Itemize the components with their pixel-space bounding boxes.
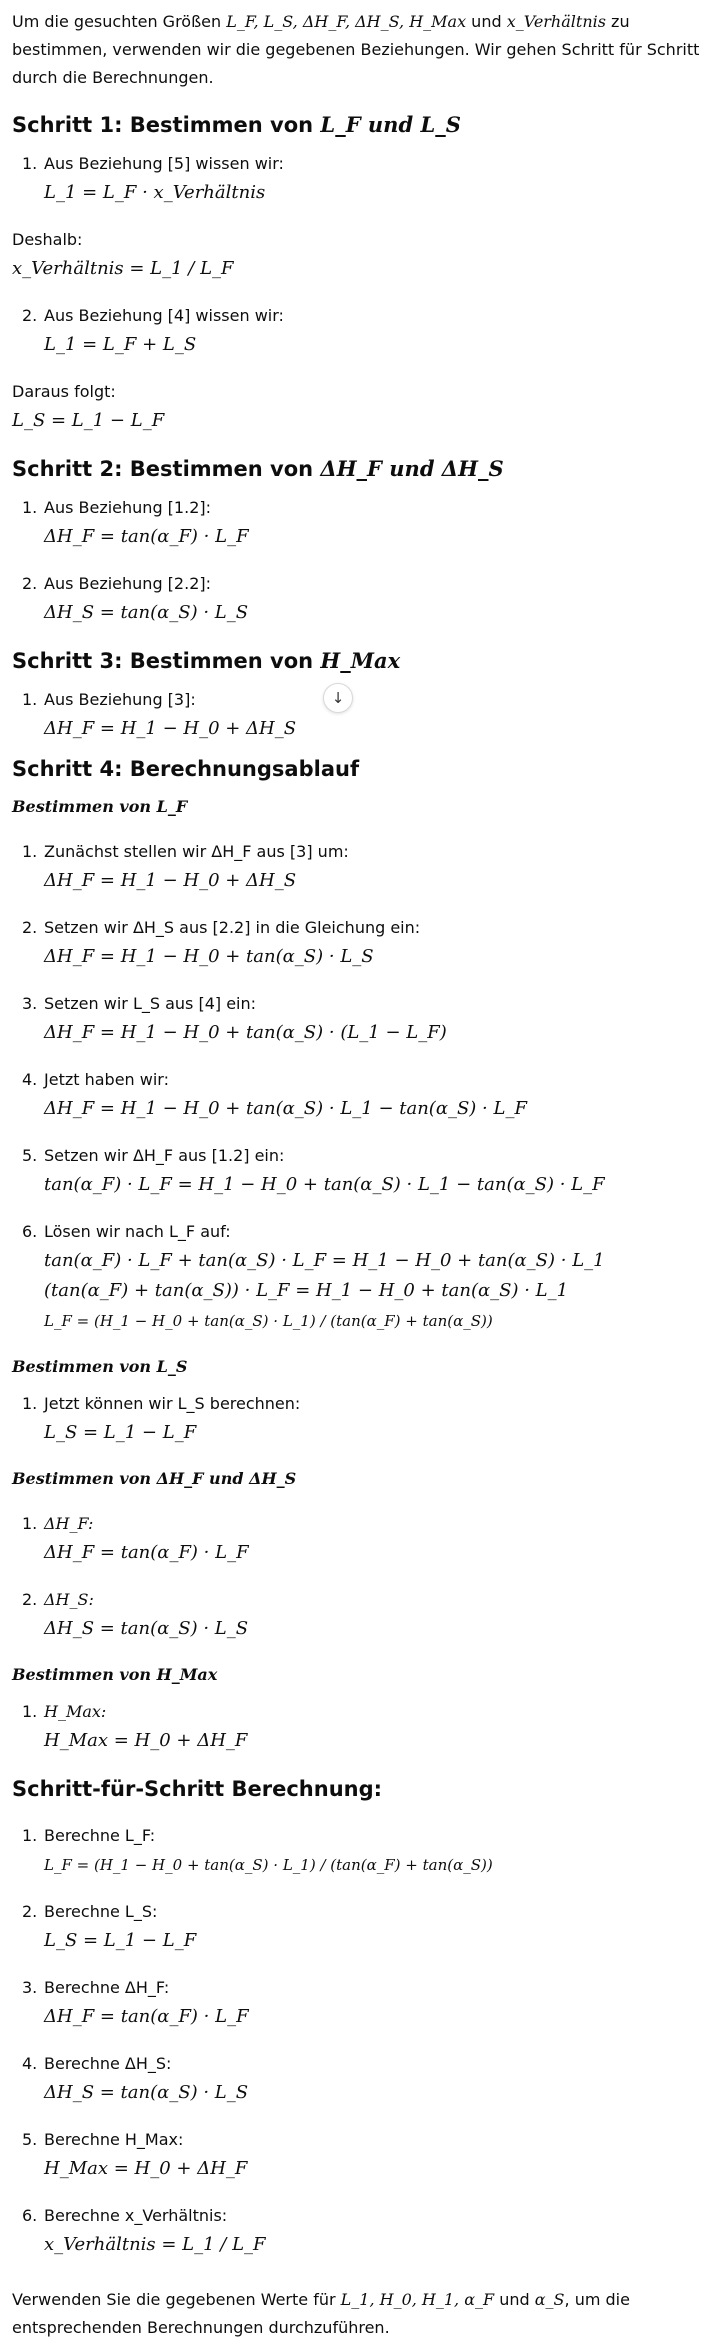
outro-vars: L_1, H_0, H_1, α_F — [340, 2290, 495, 2309]
item-label: Aus Beziehung [2.2]: — [44, 574, 211, 593]
hmax-list — [12, 1698, 702, 1756]
intro-text: Um die gesuchten Größen — [12, 12, 227, 31]
equation: ΔH_F = H_1 − H_0 + ΔH_S — [44, 870, 297, 891]
intro-var: x_Verhältnis — [506, 12, 606, 31]
list-item: 1. ΔH_F: ΔH_F = tan(α_F) · L_F — [22, 1514, 249, 1563]
item-label: Berechne x_Verhältnis: — [44, 2206, 228, 2225]
list-item: 6. Lösen wir nach L_F auf: tan(α_F) · L_F + tan(α_S) · L_F = H_1 − H_0 + tan(α_S) · L_1 (tan(α_F) + tan(α_S)) · L_F = H_1 − H_0 + tan(α_S) · L_1 L_F = (H_1 − H_0 + tan(α_S) · L_1) / (tan(α_F) + tan(α_S)) — [22, 1222, 605, 1330]
item-label: Aus Beziehung [4] wissen wir: — [44, 306, 284, 325]
equation: ΔH_F = tan(α_F) · L_F — [44, 526, 249, 547]
list-item: 4. Berechne ΔH_S: ΔH_S = tan(α_S) · L_S — [22, 2054, 249, 2103]
outro-text: Verwenden Sie die gegebenen Werte für — [12, 2290, 341, 2309]
list-item: 2. Setzen wir ΔH_S aus [2.2] in die Gleichung ein: ΔH_F = H_1 − H_0 + tan(α_S) · L_S — [22, 918, 421, 967]
equation: ΔH_F = H_1 − H_0 + tan(α_S) · (L_1 − L_F) — [44, 1022, 447, 1043]
item-label: Jetzt können wir L_S berechnen: — [44, 1394, 301, 1413]
list-item: 4. Jetzt haben wir: ΔH_F = H_1 − H_0 + tan(α_S) · L_1 − tan(α_S) · L_F — [22, 1070, 527, 1119]
equation: ΔH_S = tan(α_S) · L_S — [44, 1618, 249, 1639]
list-item: 6. Berechne x_Verhältnis: x_Verhältnis = L_1 / L_F — [22, 2206, 266, 2255]
list-item: 1. Aus Beziehung [1.2]: ΔH_F = tan(α_F) · L_F — [22, 498, 249, 547]
list-item: 1. Aus Beziehung [5] wissen wir: L_1 = L_F · x_Verhältnis — [22, 154, 284, 203]
outro-paragraph — [12, 2286, 702, 2342]
list-item: 1. Aus Beziehung [3]: ΔH_F = H_1 − H_0 + ΔH_S — [22, 690, 297, 739]
paragraph-deshalb: Deshalb: — [12, 230, 83, 249]
equation: L_F = (H_1 − H_0 + tan(α_S) · L_1) / (tan(α_F) + tan(α_S)) — [44, 1312, 493, 1330]
step1-list-2 — [12, 302, 702, 360]
equation: H_Max = H_0 + ΔH_F — [44, 2158, 248, 2179]
subheading-ls — [12, 1354, 702, 1380]
step2-heading — [12, 454, 702, 484]
item-label: Berechne L_F: — [44, 1826, 156, 1845]
calc-heading: Schritt-für-Schritt Berechnung: — [12, 1777, 383, 1801]
item-label: Setzen wir ΔH_S aus [2.2] in die Gleichung ein: — [44, 918, 421, 937]
item-label: Aus Beziehung [1.2]: — [44, 498, 211, 517]
item-label: Aus Beziehung [5] wissen wir: — [44, 154, 284, 173]
list-item: 3. Berechne ΔH_F: ΔH_F = tan(α_F) · L_F — [22, 1978, 249, 2027]
dh-list — [12, 1510, 702, 1644]
step3-list — [12, 686, 702, 744]
list-item: 2. Aus Beziehung [2.2]: ΔH_S = tan(α_S) · L_S — [22, 574, 249, 623]
intro-vars: L_F, L_S, ΔH_F, ΔH_S, H_Max — [226, 12, 467, 31]
heading-text: Schritt 1: Bestimmen von — [12, 113, 321, 137]
equation: ΔH_S = tan(α_S) · L_S — [44, 602, 249, 623]
list-item: 1. Jetzt können wir L_S berechnen: L_S = L_1 − L_F — [22, 1394, 301, 1443]
step4-heading: Schritt 4: Berechnungsablauf — [12, 757, 360, 781]
list-item: 2. Aus Beziehung [4] wissen wir: L_1 = L_F + L_S — [22, 306, 284, 355]
list-item: 5. Berechne H_Max: H_Max = H_0 + ΔH_F — [22, 2130, 248, 2179]
item-label: Berechne L_S: — [44, 1902, 158, 1921]
heading-math: ΔH_F und ΔH_S — [320, 456, 504, 481]
list-item: 1. H_Max: H_Max = H_0 + ΔH_F — [22, 1702, 248, 1751]
outro-text: und — [494, 2290, 535, 2309]
step2-list — [12, 494, 702, 628]
equation: L_S = L_1 − L_F — [44, 1422, 197, 1443]
list-item: 3. Setzen wir L_S aus [4] ein: ΔH_F = H_1 − H_0 + tan(α_S) · (L_1 − L_F) — [22, 994, 447, 1043]
equation: ΔH_F = tan(α_F) · L_F — [44, 2006, 249, 2027]
item-label: H_Max: — [44, 1702, 107, 1721]
equation: ΔH_S = tan(α_S) · L_S — [44, 2082, 249, 2103]
outro-text: , um die entsprechenden Berechnungen durchzuführen. — [12, 2290, 630, 2337]
subheading-dh — [12, 1466, 702, 1492]
step1-heading — [12, 110, 702, 140]
item-label: ΔH_S: — [44, 1590, 94, 1609]
subheading-hmax — [12, 1662, 702, 1688]
list-item: 5. Setzen wir ΔH_F aus [1.2] ein: tan(α_F) · L_F = H_1 − H_0 + tan(α_S) · L_1 − tan(α_S) · L_F — [22, 1146, 605, 1195]
item-label: Lösen wir nach L_F auf: — [44, 1222, 231, 1241]
item-label: Berechne H_Max: — [44, 2130, 184, 2149]
subheading-text: Bestimmen von L_S — [12, 1357, 188, 1376]
step3-heading — [12, 646, 702, 676]
step1-list — [12, 150, 702, 208]
equation: tan(α_F) · L_F + tan(α_S) · L_F = H_1 − H_0 + tan(α_S) · L_1 — [44, 1250, 605, 1271]
equation: ΔH_F = H_1 − H_0 + tan(α_S) · L_S — [44, 946, 374, 967]
equation: x_Verhältnis = L_1 / L_F — [44, 2234, 266, 2255]
subheading-text: Bestimmen von L_F — [12, 797, 188, 816]
step4-list — [12, 838, 702, 1336]
calc-list — [12, 1822, 702, 2260]
equation: tan(α_F) · L_F = H_1 − H_0 + tan(α_S) · L_1 − tan(α_S) · L_F — [44, 1174, 605, 1195]
subheading-lf — [12, 794, 702, 820]
item-label: Jetzt haben wir: — [44, 1070, 169, 1089]
equation: L_1 = L_F · x_Verhältnis — [44, 182, 266, 203]
equation: (tan(α_F) + tan(α_S)) · L_F = H_1 − H_0 + tan(α_S) · L_1 — [44, 1280, 569, 1301]
outro-var: α_S — [534, 2290, 565, 2309]
equation: ΔH_F = H_1 − H_0 + tan(α_S) · L_1 − tan(α_S) · L_F — [44, 1098, 527, 1119]
intro-text: zu bestimmen, verwenden wir die gegebenen Beziehungen. Wir gehen Schritt für Schritt durch die Berechnungen. — [12, 12, 700, 87]
item-label: Zunächst stellen wir ΔH_F aus [3] um: — [44, 842, 349, 861]
item-label: Berechne ΔH_S: — [44, 2054, 172, 2073]
equation: ΔH_F = H_1 − H_0 + ΔH_S — [44, 718, 297, 739]
equation: H_Max = H_0 + ΔH_F — [44, 1730, 248, 1751]
list-item: 2. Berechne L_S: L_S = L_1 − L_F — [22, 1902, 197, 1951]
item-label: Setzen wir L_S aus [4] ein: — [44, 994, 257, 1013]
heading-math: L_F und L_S — [320, 112, 461, 137]
item-label: ΔH_F: — [44, 1514, 94, 1533]
equation: L_1 = L_F + L_S — [44, 334, 197, 355]
subheading-text: Bestimmen von H_Max — [12, 1665, 218, 1684]
list-item: 2. ΔH_S: ΔH_S = tan(α_S) · L_S — [22, 1590, 249, 1639]
item-label: Setzen wir ΔH_F aus [1.2] ein: — [44, 1146, 285, 1165]
heading-text: Schritt 3: Bestimmen von — [12, 649, 321, 673]
equation: L_F = (H_1 − H_0 + tan(α_S) · L_1) / (tan(α_F) + tan(α_S)) — [44, 1856, 493, 1874]
subheading-text: Bestimmen von ΔH_F und ΔH_S — [12, 1469, 297, 1488]
intro-text: und — [466, 12, 507, 31]
ls-list — [12, 1390, 702, 1448]
list-item: 1. Berechne L_F: L_F = (H_1 − H_0 + tan(α_S) · L_1) / (tan(α_F) + tan(α_S)) — [22, 1826, 493, 1874]
item-label: Aus Beziehung [3]: — [44, 690, 196, 709]
paragraph-daraus: Daraus folgt: — [12, 382, 116, 401]
arrow-down-icon: ↓ — [331, 688, 345, 707]
chat-message — [12, 8, 702, 2342]
equation: L_S = L_1 − L_F — [12, 410, 165, 431]
scroll-to-bottom-button[interactable] — [323, 683, 353, 713]
heading-text: Schritt 2: Bestimmen von — [12, 457, 321, 481]
heading-math: H_Max — [320, 648, 401, 673]
equation: x_Verhältnis = L_1 / L_F — [12, 258, 234, 279]
item-label: Berechne ΔH_F: — [44, 1978, 170, 1997]
equation: L_S = L_1 − L_F — [44, 1930, 197, 1951]
equation: ΔH_F = tan(α_F) · L_F — [44, 1542, 249, 1563]
list-item: 1. Zunächst stellen wir ΔH_F aus [3] um: ΔH_F = H_1 − H_0 + ΔH_S — [22, 842, 349, 891]
intro-paragraph — [12, 8, 702, 92]
